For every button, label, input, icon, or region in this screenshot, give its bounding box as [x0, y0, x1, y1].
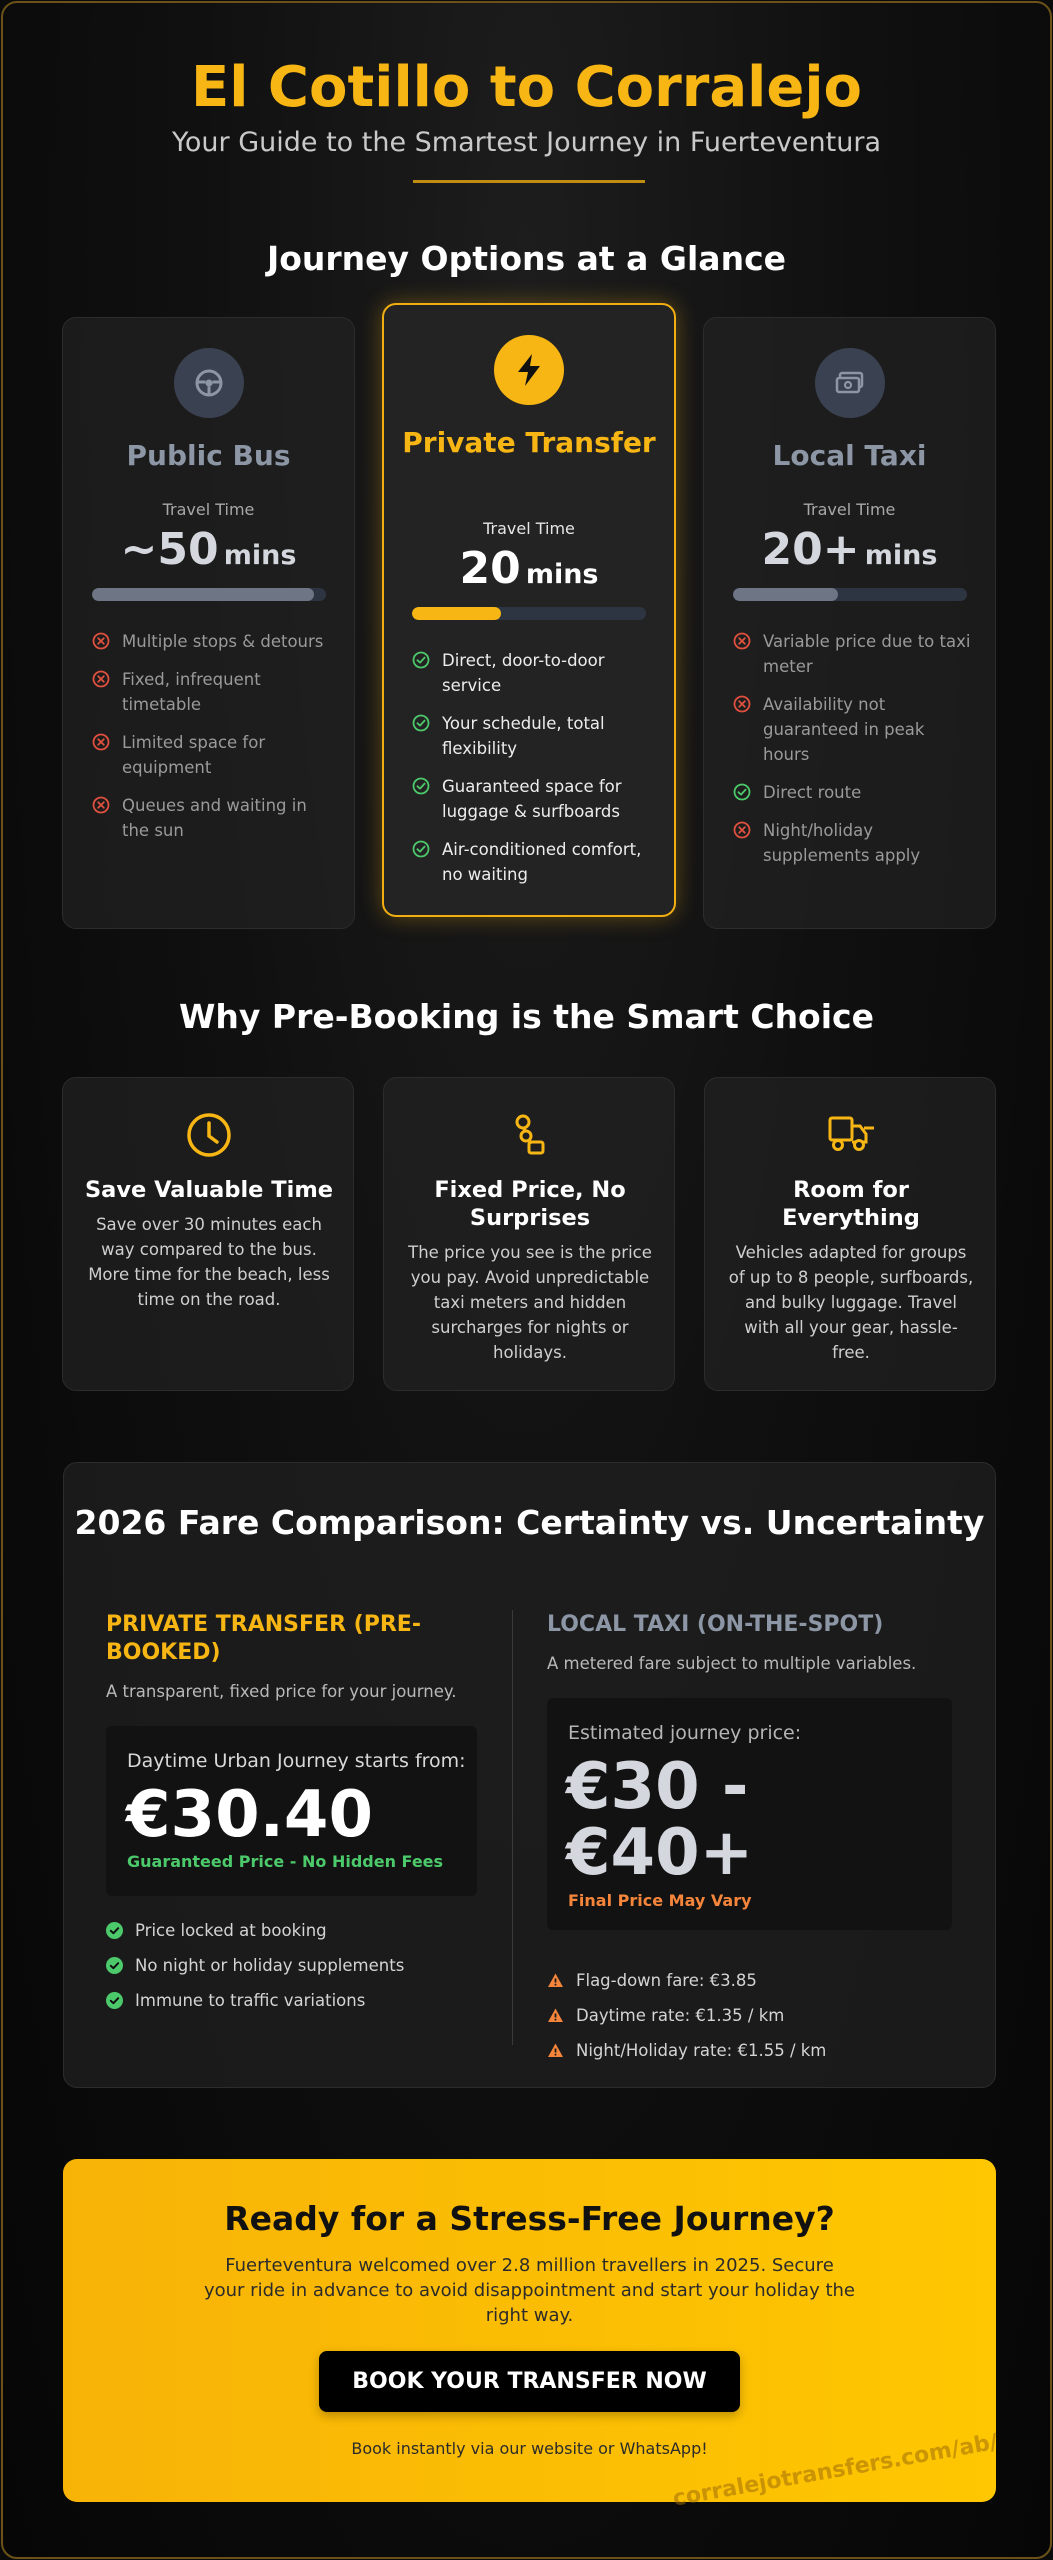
feature-item [412, 648, 652, 698]
infographic-frame [1, 1, 1052, 2559]
feature-item [412, 711, 652, 761]
why-card-body: Vehicles adapted for groups of up to 8 people, surfboards, and bulky luggage. Travel with all your gear, hassle-free. [728, 1243, 974, 1362]
website-watermark: corralejotransfers.com/ab/ [671, 2429, 1000, 2512]
option-name: Local Taxi [772, 439, 927, 472]
private-price-label: Daytime Urban Journey starts from: [127, 1750, 466, 1772]
travel-time-unit: mins [525, 559, 599, 590]
point-text: Immune to traffic variations [135, 1991, 366, 2010]
feature-text: Direct route [763, 783, 862, 802]
check-circle-icon [412, 840, 430, 858]
point-text: Night/Holiday rate: €1.55 / km [576, 2041, 827, 2060]
private-column-description: A transparent, fixed price for your journey. [106, 1682, 457, 1701]
warning-icon [547, 2007, 564, 2024]
taxi-column-description: A metered fare subject to multiple variables. [547, 1654, 917, 1673]
feature-text: Guaranteed space for luggage & surfboards [442, 777, 622, 821]
taxi-rate-list [547, 1963, 826, 2068]
travel-time-value [704, 524, 995, 575]
money-icon [815, 348, 885, 418]
x-circle-icon [92, 670, 110, 688]
private-price-note: Guaranteed Price - No Hidden Fees [127, 1852, 444, 1871]
fare-comparison-panel [63, 1462, 996, 2088]
travel-time-label: Travel Time [162, 500, 255, 519]
why-card-save-time [62, 1077, 354, 1391]
cta-note: Book instantly via our website or WhatsApp! [351, 2439, 708, 2458]
check-circle-icon [412, 777, 430, 795]
feature-item [92, 793, 332, 843]
option-card-private-transfer [382, 303, 676, 917]
feature-item [92, 667, 332, 717]
book-transfer-button[interactable]: BOOK YOUR TRANSFER NOW [319, 2351, 740, 2412]
why-card-title: Fixed Price, No Surprises [434, 1177, 626, 1231]
warning-icon [547, 1972, 564, 1989]
x-circle-icon [92, 632, 110, 650]
why-card-body: The price you see is the price you pay. Avoid unpredictable taxi meters and hidden surcharges for nights or holidays. [408, 1243, 652, 1362]
point-text: Daytime rate: €1.35 / km [576, 2006, 785, 2025]
feature-text: Variable price due to taxi meter [763, 632, 971, 676]
travel-time-bar-fill [412, 607, 501, 620]
travel-time-value [63, 524, 354, 575]
taxi-column-heading: LOCAL TAXI (ON-THE-SPOT) [547, 1612, 884, 1637]
travel-time-label: Travel Time [803, 500, 896, 519]
travel-time-number: 20 [459, 543, 521, 594]
why-card-title: Save Valuable Time [84, 1177, 334, 1203]
feature-text: Direct, door-to-door service [442, 651, 605, 695]
option-card-local-taxi [703, 317, 996, 929]
option-card-public-bus [62, 317, 355, 929]
cta-banner [63, 2159, 996, 2502]
check-circle-icon [733, 783, 751, 801]
warning-icon [547, 2042, 564, 2059]
travel-time-bar-fill [733, 588, 838, 601]
rate-item [547, 1963, 826, 1998]
feature-item [92, 629, 332, 654]
benefit-item [106, 1913, 404, 1948]
benefit-item [106, 1948, 404, 1983]
feature-list [92, 629, 332, 856]
option-name: Private Transfer [402, 426, 656, 459]
check-circle-icon [412, 651, 430, 669]
feature-text: Night/holiday supplements apply [763, 821, 921, 865]
taxi-price-range-low: €30 - [566, 1750, 749, 1824]
feature-text: Limited space for equipment [122, 733, 266, 777]
feature-item [733, 780, 973, 805]
journey-section-heading: Journey Options at a Glance [266, 239, 787, 278]
why-card-fixed-price [383, 1077, 675, 1391]
taxi-price-label: Estimated journey price: [568, 1722, 802, 1744]
page-title: El Cotillo to Corralejo [190, 55, 862, 120]
x-circle-icon [92, 796, 110, 814]
fare-comparison-heading: 2026 Fare Comparison: Certainty vs. Uncertainty [74, 1503, 985, 1542]
cta-body: Fuerteventura welcomed over 2.8 million travellers in 2025. Secure your ride in advance to avoid disappointment and start your holiday the right way. [203, 2255, 855, 2326]
check-circle-icon [412, 714, 430, 732]
travel-time-value [384, 543, 674, 594]
taxi-price-box [547, 1698, 952, 1930]
why-section-heading: Why Pre-Booking is the Smart Choice [179, 997, 874, 1036]
rate-item [547, 2033, 826, 2068]
travel-time-unit: mins [223, 540, 297, 571]
why-card-title: Room for Everything [782, 1177, 920, 1231]
private-column-heading: PRIVATE TRANSFER (PRE-BOOKED) [106, 1612, 421, 1665]
private-price: €30.40 [126, 1778, 373, 1852]
clock-icon [184, 1110, 234, 1160]
column-divider [512, 1610, 513, 2045]
private-benefit-list [106, 1913, 404, 2018]
truck-loading-icon [826, 1110, 876, 1160]
feature-list [412, 648, 652, 900]
point-text: Flag-down fare: €3.85 [576, 1971, 757, 1990]
feature-item [733, 692, 973, 767]
feature-text: Your schedule, total flexibility [442, 714, 605, 758]
x-circle-icon [733, 632, 751, 650]
point-text: No night or holiday supplements [135, 1956, 405, 1975]
feature-item [92, 730, 332, 780]
steering-wheel-icon [174, 348, 244, 418]
point-text: Price locked at booking [135, 1921, 327, 1940]
travel-time-label: Travel Time [483, 519, 575, 538]
travel-time-bar [733, 588, 967, 601]
why-card-room [704, 1077, 996, 1391]
private-price-box [106, 1726, 477, 1896]
cta-title: Ready for a Stress-Free Journey? [224, 2199, 835, 2238]
feature-text: Availability not guaranteed in peak hours [763, 695, 925, 764]
feature-text: Fixed, infrequent timetable [122, 670, 261, 714]
x-circle-icon [733, 821, 751, 839]
check-circle-icon [106, 1992, 123, 2009]
feature-item [733, 629, 973, 679]
benefit-item [106, 1983, 404, 2018]
travel-time-unit: mins [864, 540, 938, 571]
feature-text: Air-conditioned comfort, no waiting [442, 840, 642, 884]
feature-list [733, 629, 973, 881]
x-circle-icon [733, 695, 751, 713]
lightning-bolt-icon [494, 335, 564, 405]
feature-text: Multiple stops & detours [122, 632, 324, 651]
taxi-price-note: Final Price May Vary [568, 1891, 752, 1910]
check-circle-icon [106, 1922, 123, 1939]
title-divider [413, 180, 645, 183]
travel-time-bar [92, 588, 326, 601]
travel-time-number: ~50 [120, 524, 219, 575]
feature-item [412, 837, 652, 887]
price-tags-icon [505, 1110, 555, 1160]
travel-time-bar [412, 607, 646, 620]
why-card-body: Save over 30 minutes each way compared to the bus. More time for the beach, less time on the road. [88, 1215, 330, 1309]
feature-item [412, 774, 652, 824]
check-circle-icon [106, 1957, 123, 1974]
taxi-price-range-high: €40+ [566, 1816, 754, 1890]
page-subtitle: Your Guide to the Smartest Journey in Fuerteventura [171, 127, 881, 158]
feature-item [733, 818, 973, 868]
travel-time-number: 20+ [761, 524, 860, 575]
rate-item [547, 1998, 826, 2033]
option-name: Public Bus [126, 439, 291, 472]
travel-time-bar-fill [92, 588, 314, 601]
x-circle-icon [92, 733, 110, 751]
feature-text: Queues and waiting in the sun [122, 796, 307, 840]
